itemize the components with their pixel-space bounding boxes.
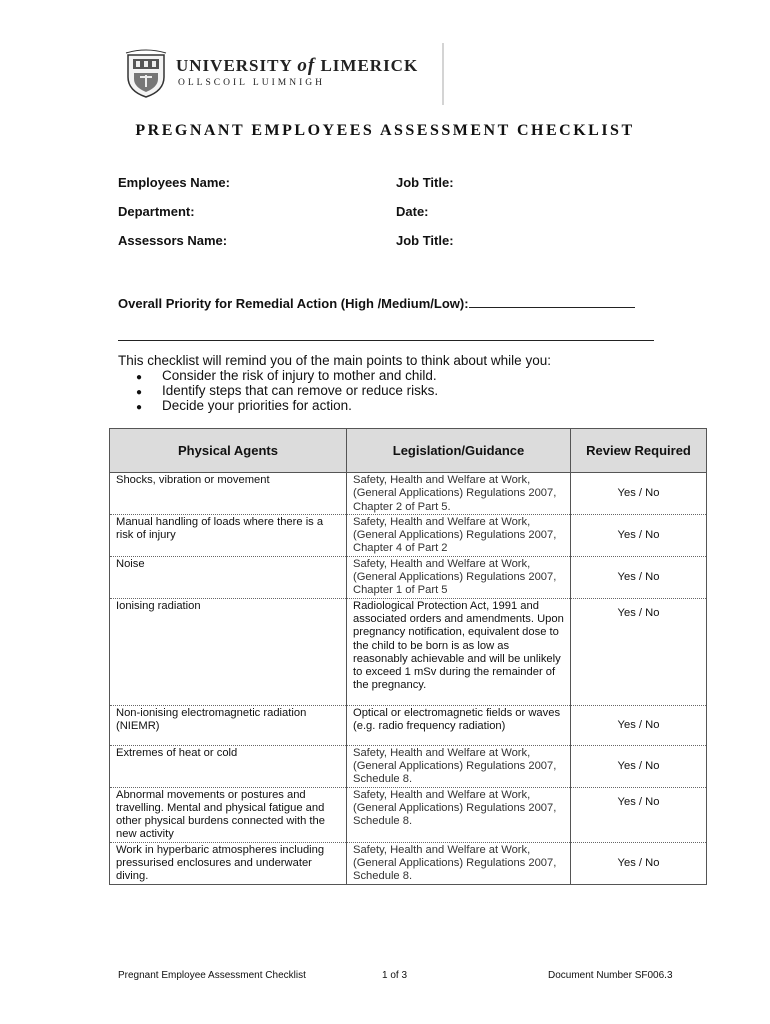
review-cell[interactable]: Yes / No (571, 556, 707, 598)
legislation-cell: Optical or electromagnetic fields or waves (e.g. radio frequency radiation) (347, 705, 571, 745)
column-header-physical-agents: Physical Agents (110, 429, 347, 473)
table-row (110, 598, 707, 705)
legislation-cell: Safety, Health and Welfare at Work, (General Applications) Regulations 2007, Schedule 8. (347, 842, 571, 884)
review-cell[interactable]: Yes / No (571, 598, 707, 705)
university-subtitle: OLLSCOIL LUIMNIGH (178, 78, 325, 88)
column-header-review: Review Required (571, 429, 707, 473)
agent-cell: Extremes of heat or cold (110, 745, 347, 787)
priority-field (118, 296, 635, 311)
legislation-cell: Safety, Health and Welfare at Work, (General Applications) Regulations 2007, Chapter 4 of Part 2 (347, 514, 571, 556)
bullet-icon: ● (136, 402, 143, 413)
review-cell[interactable]: Yes / No (571, 787, 707, 842)
agent-cell: Work in hyperbaric atmospheres including pressurised enclosures and underwater diving. (110, 842, 347, 884)
agent-cell: Ionising radiation (110, 598, 347, 705)
university-crest-icon (124, 49, 168, 99)
table-row (110, 514, 707, 556)
table-row (110, 473, 707, 515)
list-item: ● Identify steps that can remove or reduce risks. (136, 383, 439, 398)
review-cell[interactable]: Yes / No (571, 705, 707, 745)
agent-cell: Non-ionising electromagnetic radiation (NIEMR) (110, 705, 347, 745)
list-item: ● Consider the risk of injury to mother and child. (136, 368, 437, 383)
page-title: PREGNANT EMPLOYEES ASSESSMENT CHECKLIST (135, 122, 635, 139)
table-row (110, 787, 707, 842)
footer-document-number: Document Number SF006.3 (548, 970, 673, 981)
agent-cell: Shocks, vibration or movement (110, 473, 347, 515)
table-row (110, 745, 707, 787)
university-name: UNIVERSITY of LIMERICK (176, 55, 419, 76)
footer-page-number: 1 of 3 (382, 970, 408, 981)
legislation-cell: Safety, Health and Welfare at Work, (General Applications) Regulations 2007, Chapter 2 of Part 5. (347, 473, 571, 515)
job-title-label-1: Job Title: (396, 175, 454, 190)
date-label: Date: (396, 204, 429, 219)
review-cell[interactable]: Yes / No (571, 842, 707, 884)
footer-document-title: Pregnant Employee Assessment Checklist (118, 970, 306, 981)
legislation-cell: Radiological Protection Act, 1991 and associated orders and amendments. Upon pregnancy notification, equivalent dose to the child to be born is as low as reasonably achievable and will be unlikely to exceed 1 mSv during the remainder of the pregnancy. (347, 598, 571, 705)
intro-bullets (136, 368, 438, 413)
logo-divider (442, 43, 444, 105)
remarks-line[interactable] (118, 340, 654, 341)
bullet-icon: ● (136, 372, 143, 383)
review-cell[interactable]: Yes / No (571, 745, 707, 787)
intro-text: This checklist will remind you of the main points to think about while you: (118, 353, 551, 368)
legislation-cell: Safety, Health and Welfare at Work, (General Applications) Regulations 2007, Chapter 1 of Part 5 (347, 556, 571, 598)
legislation-cell: Safety, Health and Welfare at Work, (General Applications) Regulations 2007, Schedule 8. (347, 787, 571, 842)
employee-name-label: Employees Name: (118, 175, 230, 190)
agent-cell: Manual handling of loads where there is a risk of injury (110, 514, 347, 556)
legislation-cell: Safety, Health and Welfare at Work, (General Applications) Regulations 2007, Schedule 8. (347, 745, 571, 787)
agent-cell: Noise (110, 556, 347, 598)
physical-agents-table (109, 428, 707, 885)
bullet-icon: ● (136, 387, 143, 398)
job-title-label-2: Job Title: (396, 233, 454, 248)
agent-cell: Abnormal movements or postures and travelling. Mental and physical fatigue and other physical burdens connected with the new activity (110, 787, 347, 842)
table-row (110, 842, 707, 884)
review-cell[interactable]: Yes / No (571, 473, 707, 515)
assessor-name-label: Assessors Name: (118, 233, 228, 248)
priority-blank[interactable] (469, 296, 635, 308)
priority-label: Overall Priority for Remedial Action (High /Medium/Low): (118, 296, 469, 311)
department-label: Department: (118, 204, 195, 219)
university-logo (124, 47, 454, 109)
table-row (110, 556, 707, 598)
list-item: ● Decide your priorities for action. (136, 398, 352, 413)
review-cell[interactable]: Yes / No (571, 514, 707, 556)
table-row (110, 705, 707, 745)
column-header-legislation: Legislation/Guidance (347, 429, 571, 473)
table-header-row (110, 429, 707, 473)
